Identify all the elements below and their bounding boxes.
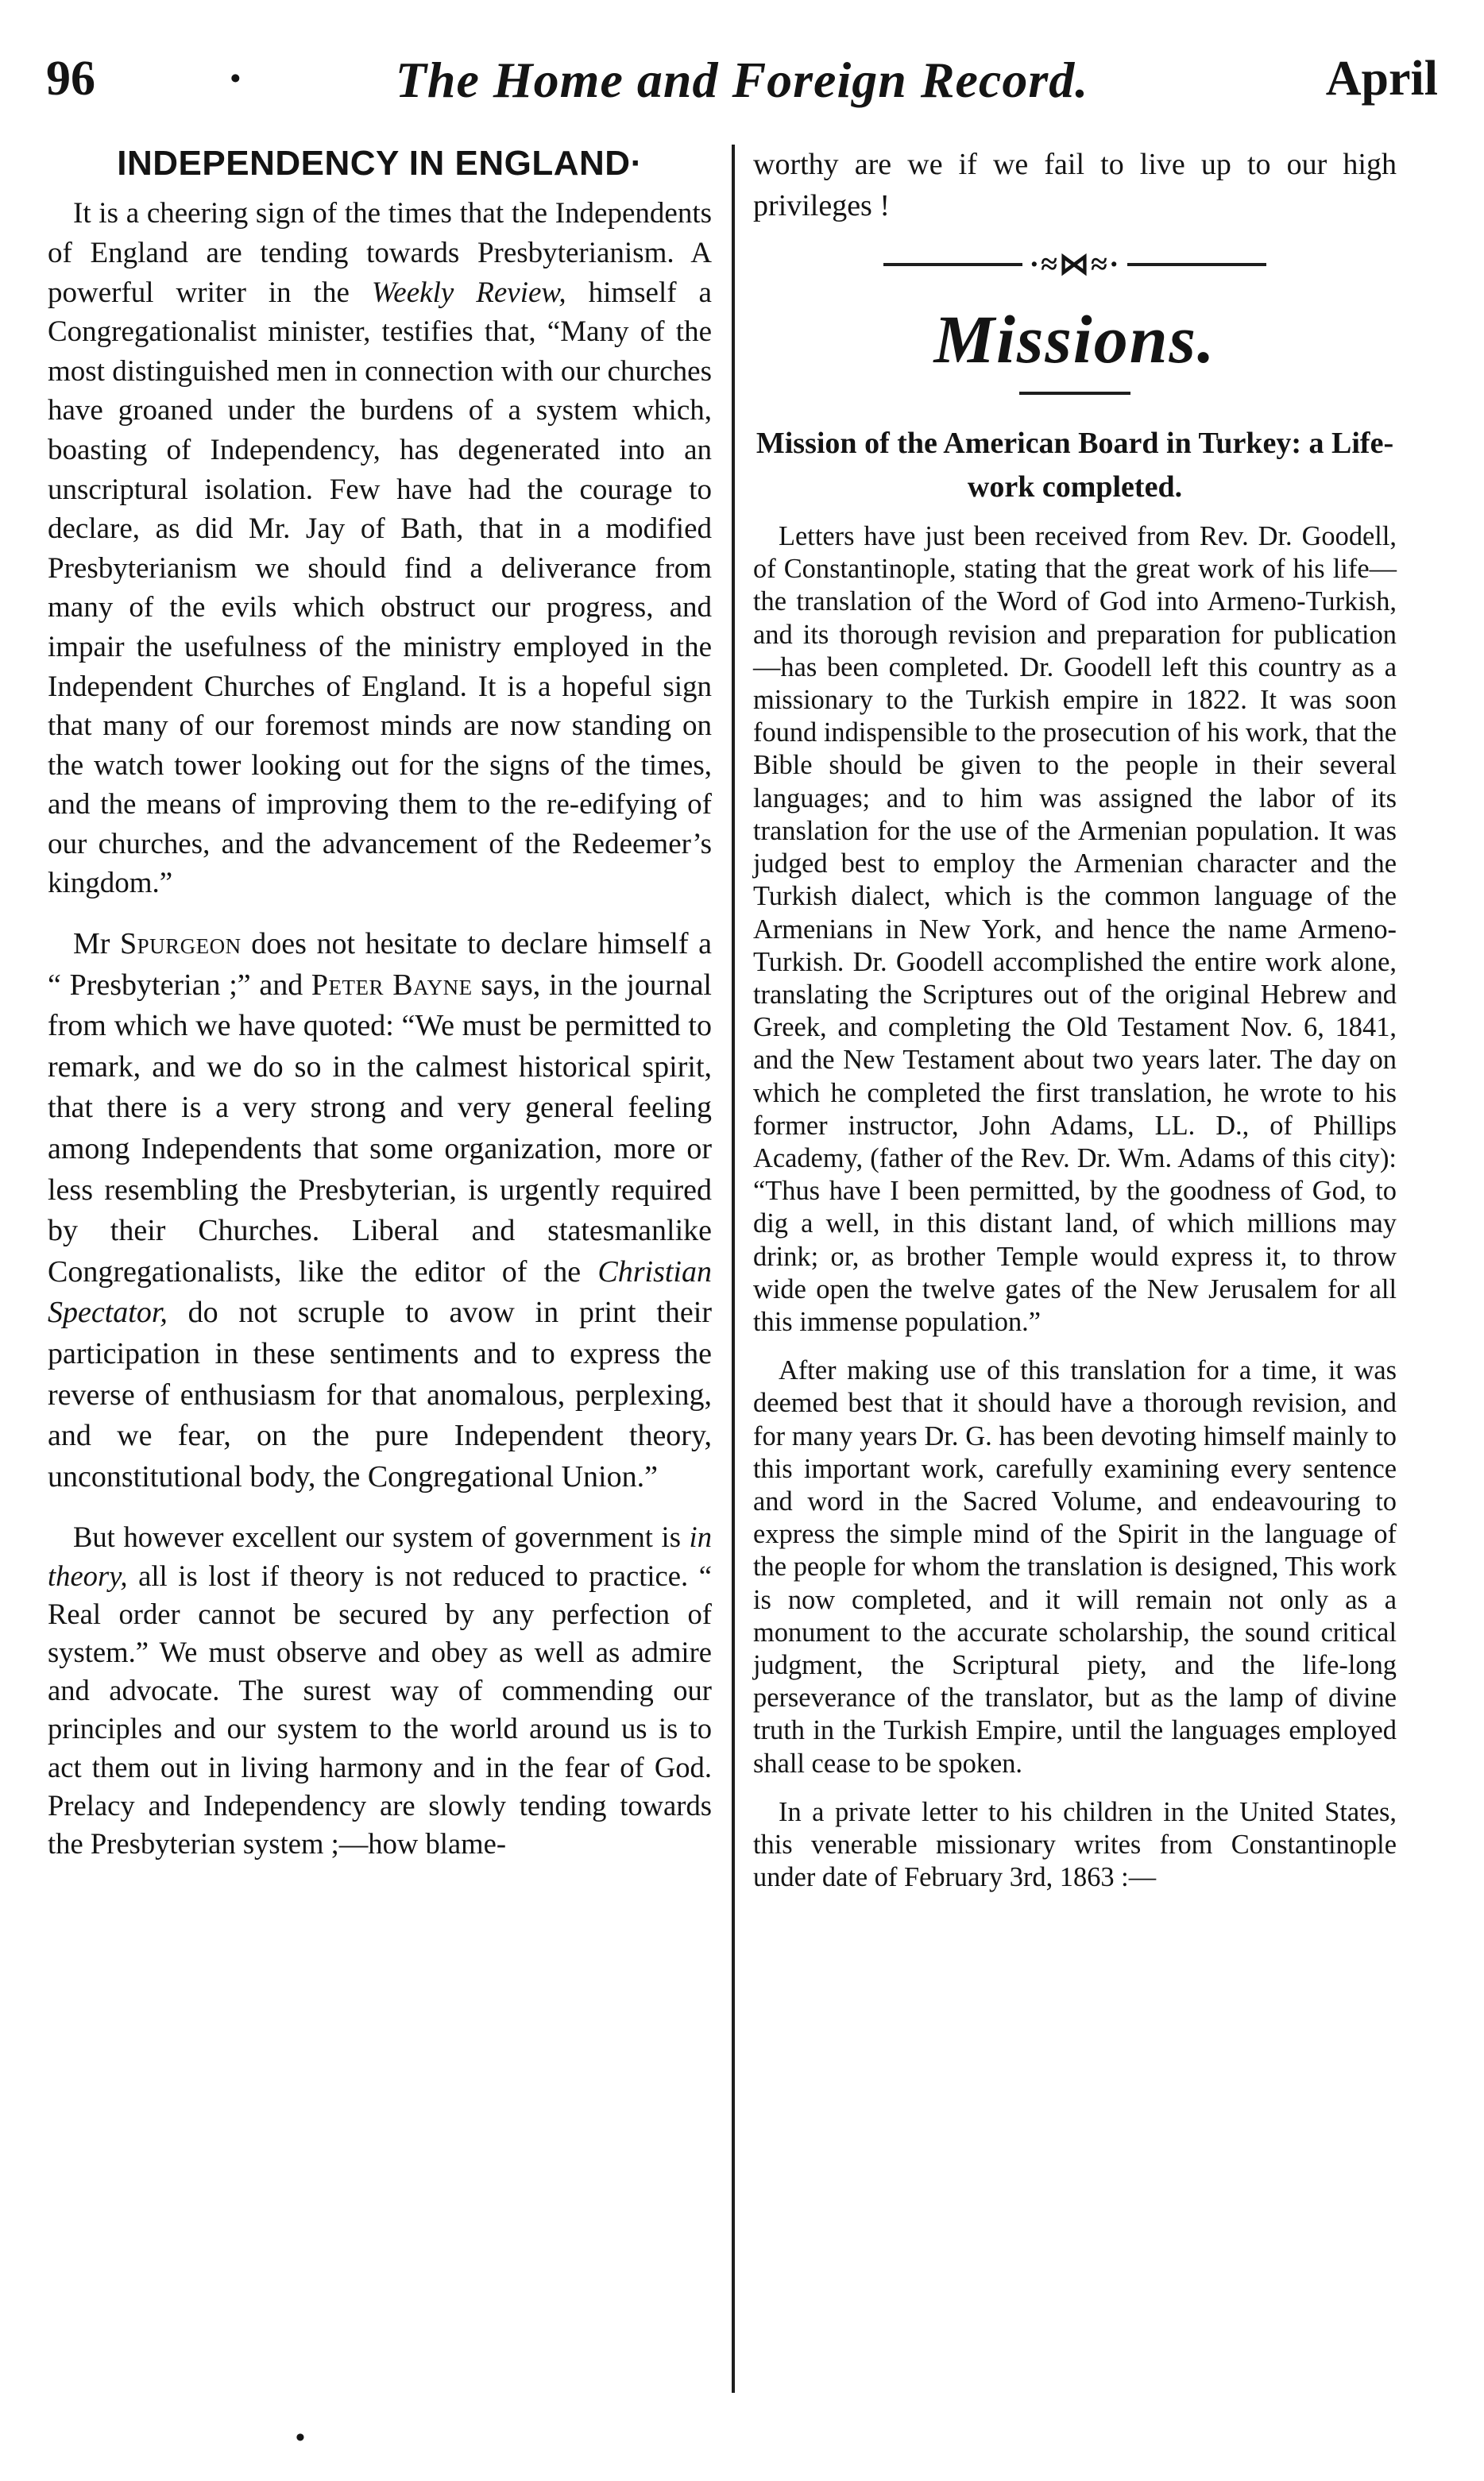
paragraph-1 <box>48 194 712 903</box>
missions-heading: Missions. <box>933 301 1216 378</box>
rule-line <box>883 263 1022 266</box>
rule-line <box>1127 263 1266 266</box>
running-title: The Home and Foreign Record. <box>395 52 1089 108</box>
text-run: Mr <box>73 927 121 961</box>
page-number: 96 <box>46 52 95 106</box>
left-column <box>48 145 712 1884</box>
article-title: Mission of the American Board in Turkey: a Life-work completed. <box>756 427 1394 504</box>
article-paragraph-1: Letters have just been received from Rev. Dr. Goodell, of Constantinople, stating that the great work of his life—the translation of the Word of God into Armeno-Turkish, and its thorough revision and preparation for publication—has been completed. Dr. Goodell left this country as a missionary to the Turkish empire in 1822. It was soon found indispensible to the prosecution of his work, that the Bible should be given to the people in their several languages; and to him was assigned the labor of its translation for the use of the Armenian population. It was judged best to employ the Armenian character and the Turkish dialect, which is the common language of the Armenians in New York, and hence the name Armeno-Turkish. Dr. Goodell accomplished the entire work alone, translating the Scriptures out of the original Hebrew and Greek, and completing the Old Testament Nov. 6, 1841, and the New Testament about two years later. The day on which he completed the first translation, he wrote to his former instructor, John Adams, LL. D., of Phillips Academy, (father of the Rev. Dr. Wm. Adams of this city): “Thus have I been permitted, by the goodness of God, to dig a well, in this distant land, of which millions may drink; or, as brother Temple would express it, to throw wide open the twelve gates of the New Jerusalem for all this immense population.” <box>753 521 1397 1337</box>
text-run: does not hesitate to declare himself a “ Presbyterian ;” and <box>48 927 712 1002</box>
italic-run: in theory, <box>48 1521 712 1592</box>
column-divider <box>732 145 735 2393</box>
small-caps-name: Spurgeon <box>120 927 242 961</box>
running-header <box>46 51 1438 124</box>
italic-run: Weekly Review, <box>371 276 566 309</box>
text-run: do not scruple to avow in print their participation in these sentiments and to express the reverse of enthusiasm for that anomalous, perplexing, and we fear, on the pure Independent theory, unconstitutional body, the Congregational Union.” <box>48 1296 712 1494</box>
bottom-mark: • <box>296 2423 305 2452</box>
italic-run: Christian Spectator, <box>48 1254 712 1330</box>
right-column <box>753 145 1397 1910</box>
text-run: says, in the journal from which we have quoted: “We must be permitted to remark, and we do so in the calmest historical spirit, that there is a very strong and very general feeling among Independents that some organization, more or less resembling the Presbyterian, is urgently required by their Churches. Liberal and statesmanlike Congregationalists, like the editor of the <box>48 968 712 1289</box>
text-run: himself a Congregationalist minister, testifies that, “Many of the most distinguished men in connection with our churches have groaned under the burdens of a system which, boasting of Independency, has degenerated into an unscriptural isolation. Few have had the courage to declare, as did Mr. Jay of Bath, that in a modified Presbyterianism we should find a deliverance from many of the evils which obstruct our progress, and impair the usefulness of the ministry employed in the Independent Churches of England. It is a hopeful sign that many of our foremost minds are now standing on the watch tower looking out for the signs of the times, and the means of improving them to the re-edifying of our churches, and the advancement of the Redeemer’s kingdom.” <box>48 276 712 900</box>
ornament-icon: ·≈⋈≈· <box>1029 248 1121 282</box>
article-paragraph-2: After making use of this translation for a time, it was deemed best that it should have a thorough revision, and for many years Dr. G. has been devoting himself mainly to this important work, carefully examining every sentence and word in the Sacred Volume, and endeavouring to express the simple mind of the Spirit in the language of the people for whom the translation is designed, This work is now completed, and it will remain not only as a monument to the accurate scholarship, the sound critical judgment, the Scriptural piety, and the life-long perseverance of the translator, but as the lamp of divine truth in the Turkish Empire, until the languages employed shall cease to be spoken. <box>753 1355 1397 1779</box>
header-month: April <box>1325 52 1438 106</box>
continuation-paragraph: worthy are we if we fail to live up to our high privileges ! <box>753 148 1397 222</box>
text-run: It is a cheering sign of the times that the Independents of England are tending towards Presbyterianism. A powerful writer in the <box>48 197 712 309</box>
decorative-rule <box>753 247 1397 280</box>
text-run: But however excellent our system of government is <box>73 1521 690 1554</box>
text-run: all is lost if theory is not reduced to practice. “ Real order cannot be secured by any perfection of system.” We must observe and obey as well as admire and advocate. The surest way of commending our principles and our system to the world around us is to act them out in living harmony and in the fear of God. Prelacy and Independency are slowly tending towards the Presbyterian system ;—how blame- <box>48 1559 712 1861</box>
article-paragraph-3: In a private letter to his children in the United States, this venerable missionary writes from Constantinople under date of February 3rd, 1863 :— <box>753 1796 1397 1893</box>
short-rule <box>1019 392 1130 395</box>
small-caps-name: Peter Bayne <box>311 968 473 1002</box>
header-separator: · <box>227 52 244 106</box>
paragraph-3 <box>48 1518 712 1863</box>
section-title: INDEPENDENCY IN ENGLAND· <box>117 144 643 183</box>
paragraph-2 <box>48 924 712 1497</box>
